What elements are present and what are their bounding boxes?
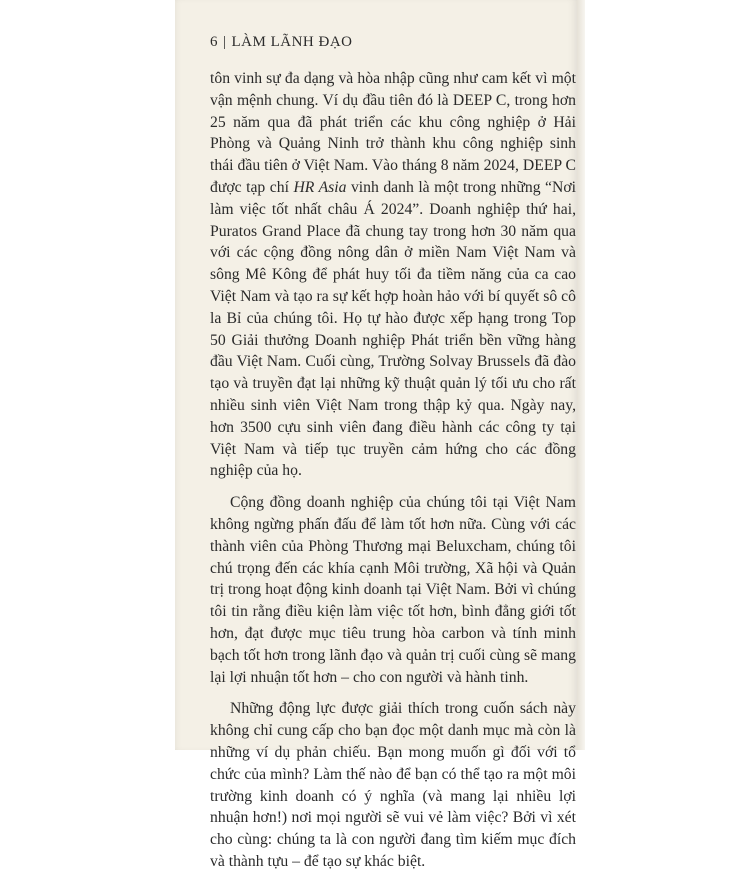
header-separator: | [223, 34, 227, 50]
paragraph-1-text-a: tôn vinh sự đa dạng và hòa nhập cũng như cam kết vì một vận mệnh chung. Ví dụ đầu tiên đó là DEEP C, trong hơn 25 năm qua đã phát triển các khu công nghiệp ở Hải Phòng và Quảng Ninh trở thành khu công nghiệp sinh thái đầu tiên ở Việt Nam. Vào tháng 8 năm 2024, DEEP C được tạp chí [210, 70, 576, 196]
magazine-title: HR Asia [293, 178, 347, 196]
paragraph-2: Cộng đồng doanh nghiệp của chúng tôi tại Việt Nam không ngừng phấn đấu để làm tốt hơn nữa. Cùng với các thành viên của Phòng Thương mại Beluxcham, chúng tôi chú trọng đến các khía cạnh Môi trường, Xã hội và Quản trị trong hoạt động kinh doanh tại Việt Nam. Bởi vì chúng tôi tin rằng điều kiện làm việc tốt hơn, bình đẳng giới tốt hơn, đạt được mục tiêu trung hòa carbon và tính minh bạch tốt hơn trong lãnh đạo và quản trị cuối cùng sẽ mang lại lợi nhuận tốt hơn – cho con người và hành tinh. [210, 494, 576, 686]
page-number: 6 [210, 34, 218, 50]
running-header [210, 34, 353, 51]
paragraph-1 [210, 68, 576, 482]
page-edge [577, 0, 585, 750]
paragraph-3: Những động lực được giải thích trong cuốn sách này không chỉ cung cấp cho bạn đọc một danh mục mà còn là những ví dụ phản chiếu. Bạn mong muốn gì đối với tổ chức của mình? Làm thế nào để bạn có thể tạo ra một môi trường kinh doanh có ý nghĩa (và mang lại nhiều lợi nhuận hơn!) nơi mọi người sẽ vui vẻ làm việc? Bởi vì xét cho cùng: chúng ta là con người đang tìm kiếm mục đích và thành tựu – để tạo sự khác biệt. [210, 700, 576, 870]
body-text [210, 68, 576, 873]
running-title: LÀM LÃNH ĐẠO [231, 34, 353, 50]
paragraph-1-text-b: vinh danh là một trong những “Nơi làm việc tốt nhất châu Á 2024”. Doanh nghiệp thứ hai, Puratos Grand Place đã chung tay trong hơn 30 năm qua với các cộng đồng nông dân ở miền Nam Việt Nam và sông Mê Kông để phát huy tối đa tiềm năng của ca cao Việt Nam và tạo ra sự kết hợp hoàn hảo với bí quyết sô cô la Bỉ của chúng tôi. Họ tự hào được xếp hạng trong Top 50 Giải thưởng Doanh nghiệp Phát triển bền vững hàng đầu Việt Nam. Cuối cùng, Trường Solvay Brussels đã đào tạo và truyền đạt lại những kỹ thuật quản lý tối ưu cho rất nhiều sinh viên Việt Nam trong thập kỷ qua. Ngày nay, hơn 3500 cựu sinh viên đang điều hành các công ty tại Việt Nam và tiếp tục truyền cảm hứng cho các đồng nghiệp của họ. [210, 178, 576, 480]
